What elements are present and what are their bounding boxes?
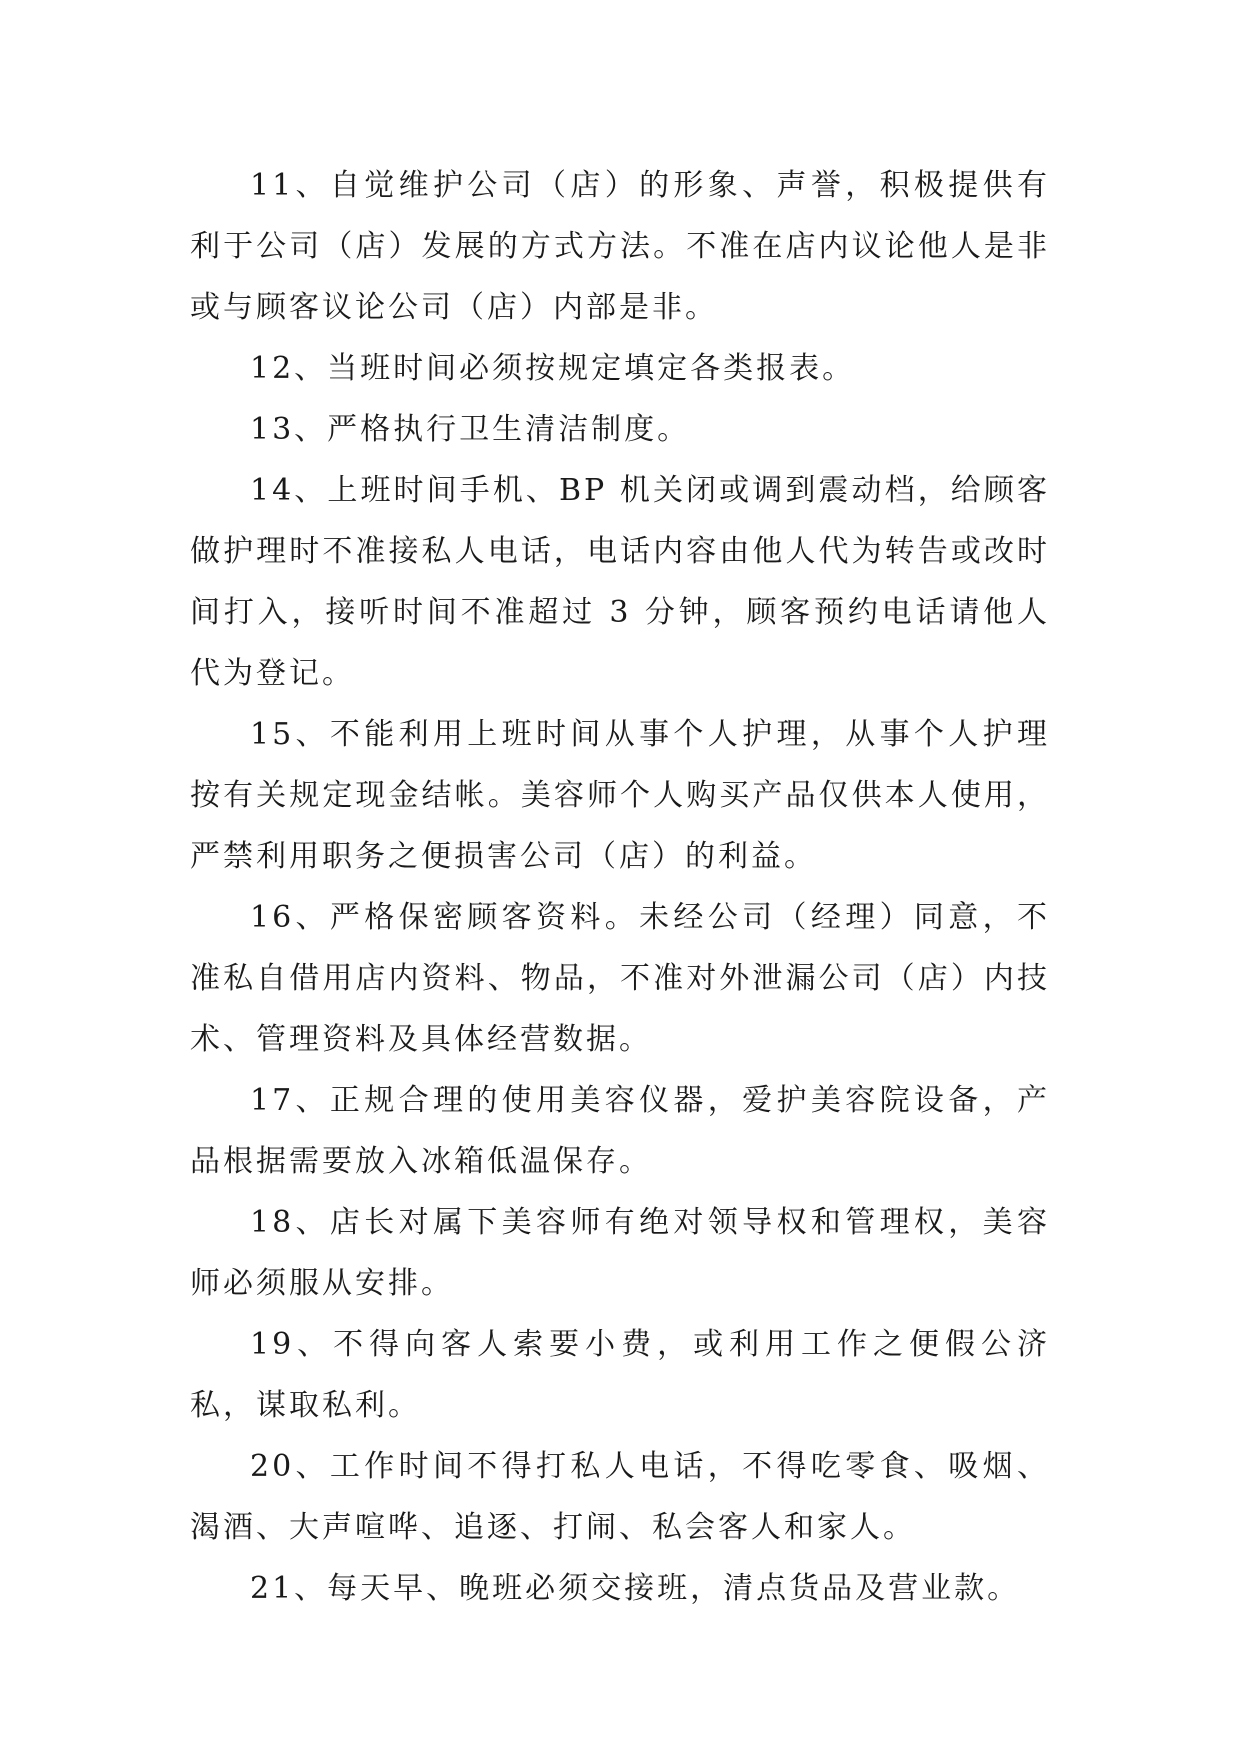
rule-paragraph-20: 20、工作时间不得打私人电话，不得吃零食、吸烟、渴酒、大声喧哗、追逐、打闹、私会客人和家人。 xyxy=(190,1449,1050,1545)
document-body xyxy=(190,155,1050,1619)
rule-paragraph-17: 17、正规合理的使用美容仪器，爱护美容院设备，产品根据需要放入冰箱低温保存。 xyxy=(190,1083,1050,1179)
rule-paragraph-11: 11、自觉维护公司（店）的形象、声誉，积极提供有利于公司（店）发展的方式方法。不准在店内议论他人是非或与顾客议论公司（店）内部是非。 xyxy=(190,168,1050,325)
rule-paragraph-13: 13、严格执行卫生清洁制度。 xyxy=(250,412,691,447)
rule-paragraph-12: 12、当班时间必须按规定填定各类报表。 xyxy=(250,351,856,386)
rule-paragraph-16: 16、严格保密顾客资料。未经公司（经理）同意，不准私自借用店内资料、物品，不准对外泄漏公司（店）内技术、管理资料及具体经营数据。 xyxy=(190,900,1050,1057)
rule-paragraph-15: 15、不能利用上班时间从事个人护理，从事个人护理按有关规定现金结帐。美容师个人购买产品仅供本人使用，严禁利用职务之便损害公司（店）的利益。 xyxy=(190,717,1050,874)
rule-paragraph-14: 14、上班时间手机、BP 机关闭或调到震动档，给顾客做护理时不准接私人电话，电话内容由他人代为转告或改时间打入，接听时间不准超过 3 分钟，顾客预约电话请他人代为登记。 xyxy=(190,473,1050,691)
rule-paragraph-19: 19、不得向客人索要小费，或利用工作之便假公济私，谋取私利。 xyxy=(190,1327,1050,1423)
rule-paragraph-21: 21、每天早、晚班必须交接班，清点货品及营业款。 xyxy=(250,1571,1021,1606)
rule-paragraph-18: 18、店长对属下美容师有绝对领导权和管理权，美容师必须服从安排。 xyxy=(190,1205,1050,1301)
